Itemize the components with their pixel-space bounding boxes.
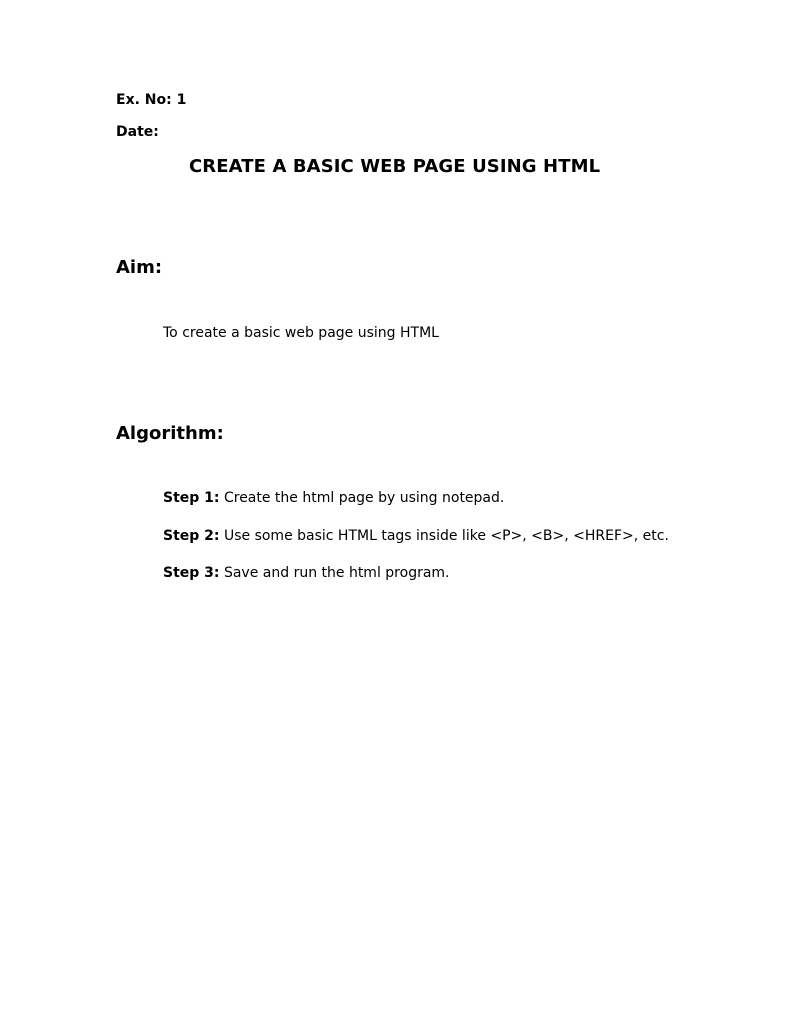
algorithm-step-2 [163, 528, 669, 544]
step-3-text: Save and run the html program. [219, 565, 450, 581]
aim-heading: Aim: [116, 257, 163, 278]
page-title: CREATE A BASIC WEB PAGE USING HTML [189, 156, 601, 177]
algorithm-step-3 [163, 565, 450, 581]
date-label: Date: [116, 124, 159, 140]
step-3-label: Step 3: [163, 565, 220, 581]
step-1-label: Step 1: [163, 490, 220, 506]
algorithm-heading: Algorithm: [116, 423, 224, 444]
step-2-label: Step 2: [163, 528, 220, 544]
step-2-text: Use some basic HTML tags inside like <P>, <B>, <HREF>, etc. [219, 528, 669, 544]
exercise-number: Ex. No: 1 [116, 92, 187, 108]
aim-text: To create a basic web page using HTML [163, 325, 439, 341]
step-1-text: Create the html page by using notepad. [219, 490, 505, 506]
algorithm-step-1 [163, 490, 504, 506]
